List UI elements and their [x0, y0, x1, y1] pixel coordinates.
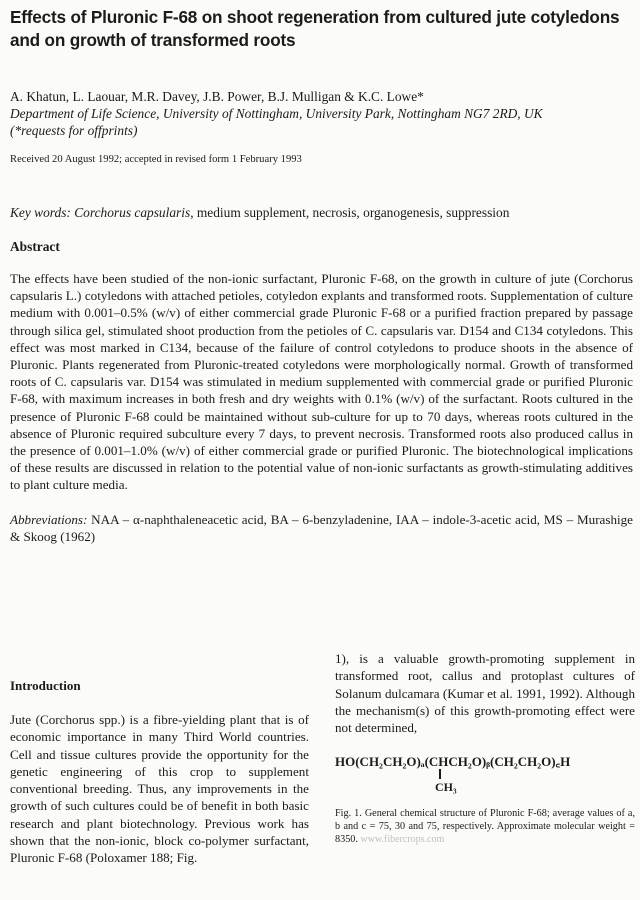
affiliation: Department of Life Science, University of Nottingham, University Park, Nottingham NG7 2RD, UK: [10, 106, 543, 121]
abbreviations-label: Abbreviations:: [10, 511, 88, 527]
figure-caption-text: Fig. 1. General chemical structure of Pluronic F-68; average values of a, b and c = 75, 30 and 75, respectively. Approximate molecular weight = 8350.: [335, 808, 635, 846]
abstract-heading: Abstract: [10, 239, 60, 254]
introduction-heading: Introduction: [10, 678, 81, 693]
offprints-note: (*requests for offprints): [10, 123, 138, 138]
right-column: [335, 650, 635, 846]
keywords-rest: , medium supplement, necrosis, organogenesis, suppression: [190, 205, 510, 220]
abbreviations-text: NAA – α-naphthaleneacetic acid, BA – 6-benzyladenine, IAA – indole-3-acetic acid, MS – Murashige & Skoog (1962): [10, 511, 633, 544]
pluronic-structure-formula: [335, 752, 635, 795]
formula-branch-bond: [439, 769, 441, 779]
keywords-label: Key words:: [10, 205, 71, 220]
keywords-species: Corchorus capsularis: [74, 205, 191, 220]
received-dates: Received 20 August 1992; accepted in revised form 1 February 1993: [10, 154, 302, 165]
abstract-body: The effects have been studied of the non-ionic surfactant, Pluronic F-68, on the growth in culture of jute (Corchorus capsularis L.) cotyledons with attached petioles, cotyledon explants and transformed roots. Supplementation of culture medium with 0.001–0.5% (w/v) of either commercial grade Pluronic F-68 or a purified fraction prepared by passage through silica gel, stimulated shoot production from the petioles of C. capsularis var. D154 and C134 cotyledons. This effect was most marked in C134, because of the failure of control cotyledons to produce shoots in the absence of Pluronic. Plants regenerated from Pluronic-treated cotyledons were morphologically normal. Growth of transformed roots of C. capsularis var. D154 was stimulated in medium supplemented with commercial grade or purified Pluronic F-68, with maximum increases in both fresh and dry weights with 0.1% (w/v) of the surfactant. Roots cultured in the presence of Pluronic F-68 could be maintained without sub-culture for up to 70 days, whereas roots cultured in the absence of Pluronic required subculture every 7 days, to prevent necrosis. Transformed roots also produced callus in the presence of 0.001–1.0% (w/v) of either commercial grade or purified Pluronic. The biotechnological implications of these results are discussed in relation to the potential value of non-ionic surfactants as growth-stimulating additives to plant culture media.: [10, 271, 633, 493]
keywords: [10, 205, 633, 221]
left-column: [10, 678, 309, 867]
paper-page: [10, 6, 635, 866]
introduction-right-text: 1), is a valuable growth-promoting supplement in transformed root, callus and protoplast cultures of Solanum dulcamara (Kumar et al. 1991, 1992). Although the mechanism(s) of this growth-promoting effect were not determined,: [335, 651, 635, 736]
author-list: A. Khatun, L. Laouar, M.R. Davey, J.B. Power, B.J. Mulligan & K.C. Lowe*: [10, 89, 424, 104]
paper-title: Effects of Pluronic F-68 on shoot regeneration from cultured jute cotyledons and on growth of transformed roots: [10, 7, 620, 50]
formula-text: HO(CH₂CH₂O)ₐ(CHCH₂O)ᵦ(CH₂CH₂O)꜀H: [335, 754, 571, 770]
figure-caption: [335, 807, 635, 846]
introduction-left-text: Jute (Corchorus spp.) is a fibre-yielding plant that is of economic importance in many Third World countries. Cell and tissue cultures provide the opportunity for the genetic engineering of this crop to supplement conventional breeding. Thus, any improvements in the growth of such cultures could be of benefit in both basic research and plant biotechnology. Previous work has shown that the non-ionic, block co-polymer surfactant, Pluronic F-68 (Poloxamer 188; Fig.: [10, 712, 309, 866]
watermark: www.fibercrops.com: [360, 834, 445, 846]
formula-branch-methyl: CH₃: [435, 780, 457, 795]
abbreviations: [10, 511, 633, 545]
